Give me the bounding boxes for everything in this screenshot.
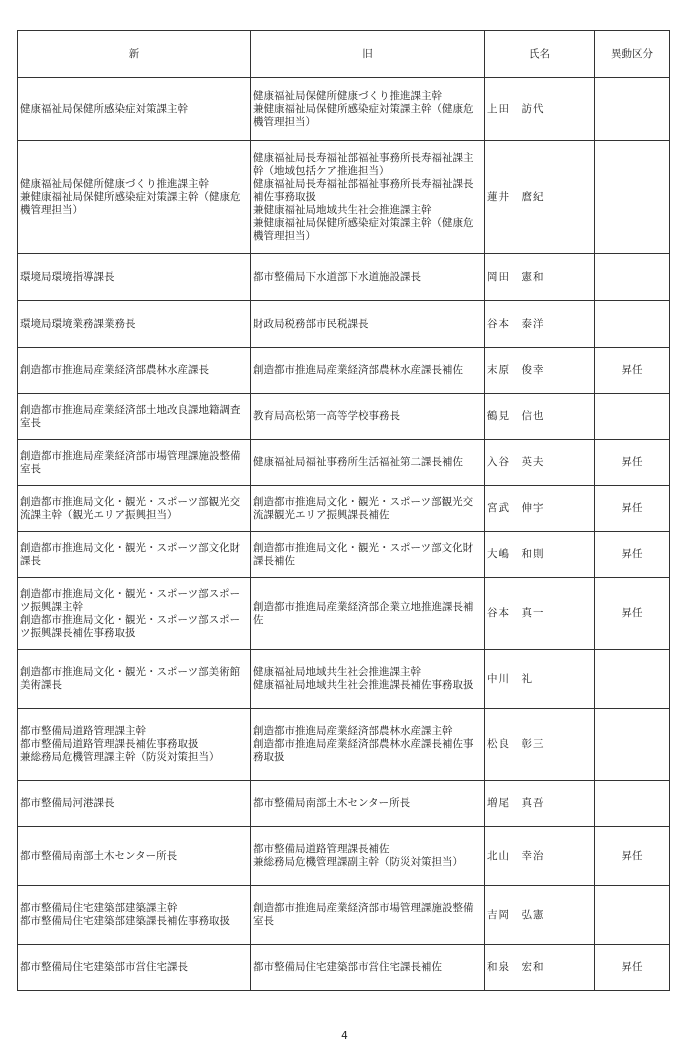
table-row xyxy=(18,254,670,301)
cell-kubun xyxy=(595,254,670,301)
table-row xyxy=(18,578,670,650)
header-name: 氏名 xyxy=(485,31,595,78)
cell-name: 谷本 真一 xyxy=(485,578,595,650)
table-row xyxy=(18,440,670,486)
cell-name: 北山 幸治 xyxy=(485,827,595,886)
table-row xyxy=(18,827,670,886)
cell-new: 環境局環境業務課業務長 xyxy=(18,301,251,348)
table-row xyxy=(18,394,670,440)
cell-kubun: 昇任 xyxy=(595,486,670,532)
cell-name: 増尾 真吾 xyxy=(485,781,595,827)
header-old: 旧 xyxy=(251,31,485,78)
cell-new: 創造都市推進局文化・観光・スポーツ部美術館美術課長 xyxy=(18,650,251,709)
cell-new: 創造都市推進局文化・観光・スポーツ部観光交流課主幹（観光エリア振興担当） xyxy=(18,486,251,532)
cell-kubun xyxy=(595,141,670,254)
cell-kubun xyxy=(595,650,670,709)
cell-kubun: 昇任 xyxy=(595,440,670,486)
cell-name: 松良 彰三 xyxy=(485,709,595,781)
cell-old: 都市整備局下水道部下水道施設課長 xyxy=(251,254,485,301)
cell-old: 創造都市推進局産業経済部農林水産課主幹 創造都市推進局産業経済部農林水産課長補佐事務取扱 xyxy=(251,709,485,781)
cell-old: 創造都市推進局産業経済部企業立地推進課長補佐 xyxy=(251,578,485,650)
cell-new: 健康福祉局保健所感染症対策課主幹 xyxy=(18,78,251,141)
cell-name: 谷本 泰洋 xyxy=(485,301,595,348)
cell-old: 創造都市推進局文化・観光・スポーツ部観光交流課観光エリア振興課長補佐 xyxy=(251,486,485,532)
cell-old: 都市整備局住宅建築部市営住宅課長補佐 xyxy=(251,945,485,991)
cell-kubun xyxy=(595,781,670,827)
cell-name: 吉岡 弘憲 xyxy=(485,886,595,945)
cell-new: 都市整備局河港課長 xyxy=(18,781,251,827)
table-row xyxy=(18,781,670,827)
cell-name: 大嶋 和則 xyxy=(485,532,595,578)
table-row xyxy=(18,532,670,578)
cell-name: 中川 礼 xyxy=(485,650,595,709)
cell-kubun xyxy=(595,301,670,348)
table-row xyxy=(18,709,670,781)
cell-name: 鶴見 信也 xyxy=(485,394,595,440)
header-row xyxy=(18,31,670,78)
table-row xyxy=(18,945,670,991)
header-kubun: 異動区分 xyxy=(595,31,670,78)
cell-name: 和泉 宏和 xyxy=(485,945,595,991)
cell-new: 創造都市推進局文化・観光・スポーツ部スポーツ振興課主幹 創造都市推進局文化・観光・スポーツ部スポーツ振興課長補佐事務取扱 xyxy=(18,578,251,650)
table-row xyxy=(18,486,670,532)
cell-old: 創造都市推進局産業経済部農林水産課長補佐 xyxy=(251,348,485,394)
cell-new: 健康福祉局保健所健康づくり推進課主幹 兼健康福祉局保健所感染症対策課主幹（健康危機管理担当） xyxy=(18,141,251,254)
cell-new: 都市整備局道路管理課主幹 都市整備局道路管理課長補佐事務取扱 兼総務局危機管理課主幹（防災対策担当） xyxy=(18,709,251,781)
cell-new: 創造都市推進局産業経済部土地改良課地籍調査室長 xyxy=(18,394,251,440)
cell-new: 都市整備局南部土木センター所長 xyxy=(18,827,251,886)
cell-name: 蓮井 麿紀 xyxy=(485,141,595,254)
cell-kubun: 昇任 xyxy=(595,827,670,886)
cell-new: 創造都市推進局産業経済部農林水産課長 xyxy=(18,348,251,394)
table-row xyxy=(18,650,670,709)
table-row xyxy=(18,886,670,945)
cell-new: 環境局環境指導課長 xyxy=(18,254,251,301)
table-row xyxy=(18,348,670,394)
cell-old: 健康福祉局長寿福祉部福祉事務所長寿福祉課主幹（地域包括ケア推進担当） 健康福祉局長寿福祉部福祉事務所長寿福祉課長補佐事務取扱 兼健康福祉局地域共生社会推進課主幹 兼健康福祉局保健所感染症対策課主幹（健康危機管理担当） xyxy=(251,141,485,254)
cell-kubun: 昇任 xyxy=(595,348,670,394)
cell-kubun: 昇任 xyxy=(595,945,670,991)
cell-old: 財政局税務部市民税課長 xyxy=(251,301,485,348)
cell-kubun: 昇任 xyxy=(595,532,670,578)
cell-old: 創造都市推進局産業経済部市場管理課施設整備室長 xyxy=(251,886,485,945)
cell-old: 健康福祉局福祉事務所生活福祉第二課長補佐 xyxy=(251,440,485,486)
cell-old: 創造都市推進局文化・観光・スポーツ部文化財課長補佐 xyxy=(251,532,485,578)
cell-name: 岡田 憲和 xyxy=(485,254,595,301)
personnel-table xyxy=(17,30,670,991)
table-row xyxy=(18,301,670,348)
table-row xyxy=(18,78,670,141)
cell-kubun xyxy=(595,886,670,945)
cell-kubun xyxy=(595,709,670,781)
cell-old: 健康福祉局地域共生社会推進課主幹 健康福祉局地域共生社会推進課長補佐事務取扱 xyxy=(251,650,485,709)
cell-new: 創造都市推進局産業経済部市場管理課施設整備室長 xyxy=(18,440,251,486)
cell-old: 健康福祉局保健所健康づくり推進課主幹 兼健康福祉局保健所感染症対策課主幹（健康危機管理担当） xyxy=(251,78,485,141)
cell-kubun xyxy=(595,78,670,141)
cell-name: 入谷 英夫 xyxy=(485,440,595,486)
cell-new: 創造都市推進局文化・観光・スポーツ部文化財課長 xyxy=(18,532,251,578)
cell-old: 都市整備局南部土木センター所長 xyxy=(251,781,485,827)
cell-kubun: 昇任 xyxy=(595,578,670,650)
table-row xyxy=(18,141,670,254)
cell-name: 末原 俊幸 xyxy=(485,348,595,394)
cell-name: 宮武 伸宇 xyxy=(485,486,595,532)
cell-old: 都市整備局道路管理課長補佐 兼総務局危機管理課副主幹（防災対策担当） xyxy=(251,827,485,886)
cell-new: 都市整備局住宅建築部建築課主幹 都市整備局住宅建築部建築課長補佐事務取扱 xyxy=(18,886,251,945)
header-new: 新 xyxy=(18,31,251,78)
cell-new: 都市整備局住宅建築部市営住宅課長 xyxy=(18,945,251,991)
cell-name: 上田 訪代 xyxy=(485,78,595,141)
cell-old: 教育局高松第一高等学校事務長 xyxy=(251,394,485,440)
cell-kubun xyxy=(595,394,670,440)
page-number: 4 xyxy=(341,1030,348,1042)
